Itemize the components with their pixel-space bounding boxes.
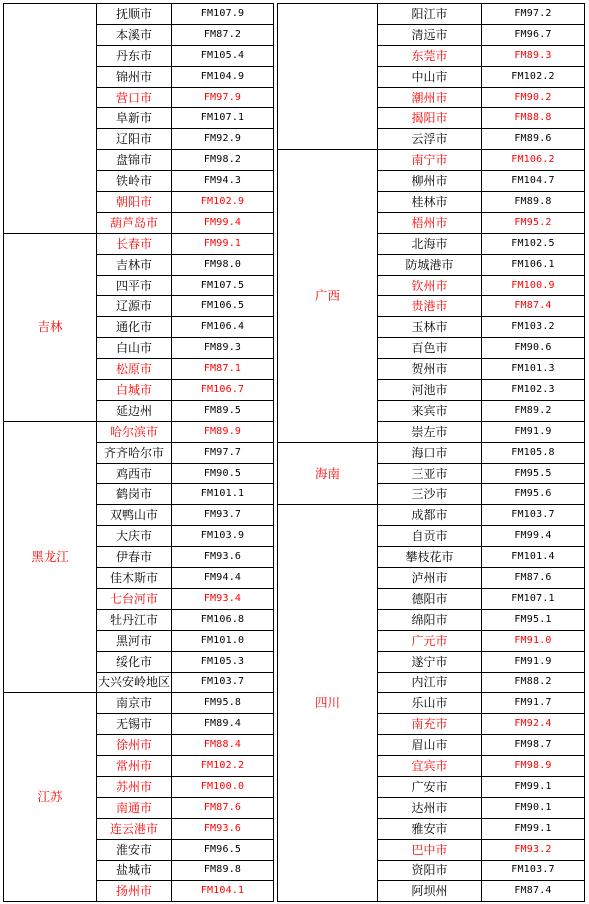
city-cell: 玉林市: [378, 317, 482, 338]
city-cell: 丹东市: [97, 45, 172, 66]
city-cell: 徐州市: [97, 735, 172, 756]
province-cell: 海南: [278, 442, 378, 505]
frequency-cell: FM99.4: [482, 526, 585, 547]
frequency-cell: FM93.7: [172, 505, 274, 526]
frequency-cell: FM102.2: [172, 756, 274, 777]
frequency-cell: FM94.4: [172, 568, 274, 589]
frequency-cell: FM97.2: [482, 4, 585, 25]
city-cell: 扬州市: [97, 881, 172, 902]
city-cell: 泸州市: [378, 568, 482, 589]
province-cell: 四川: [278, 505, 378, 902]
frequency-cell: FM103.2: [482, 317, 585, 338]
city-cell: 自贡市: [378, 526, 482, 547]
city-cell: 双鸭山市: [97, 505, 172, 526]
city-cell: 潮州市: [378, 87, 482, 108]
frequency-cell: FM103.9: [172, 526, 274, 547]
right-table-body: [278, 4, 585, 902]
city-cell: 大兴安岭地区: [97, 672, 172, 693]
province-cell: [278, 4, 378, 150]
frequency-cell: FM102.9: [172, 192, 274, 213]
frequency-cell: FM93.4: [172, 588, 274, 609]
frequency-cell: FM101.0: [172, 630, 274, 651]
frequency-cell: FM89.4: [172, 714, 274, 735]
city-cell: 三亚市: [378, 463, 482, 484]
city-cell: 乐山市: [378, 693, 482, 714]
frequency-cell: FM99.1: [482, 776, 585, 797]
frequency-cell: FM102.5: [482, 233, 585, 254]
city-cell: 广元市: [378, 630, 482, 651]
city-cell: 本溪市: [97, 24, 172, 45]
frequency-cell: FM106.5: [172, 296, 274, 317]
frequency-cell: FM89.3: [172, 338, 274, 359]
frequency-cell: FM95.5: [482, 463, 585, 484]
frequency-cell: FM89.6: [482, 129, 585, 150]
frequency-cell: FM87.6: [172, 797, 274, 818]
city-cell: 无锡市: [97, 714, 172, 735]
city-cell: 北海市: [378, 233, 482, 254]
frequency-cell: FM101.4: [482, 547, 585, 568]
frequency-cell: FM87.2: [172, 24, 274, 45]
frequency-cell: FM95.2: [482, 212, 585, 233]
city-cell: 阿坝州: [378, 881, 482, 902]
province-cell: [4, 4, 97, 234]
city-cell: 柳州市: [378, 171, 482, 192]
city-cell: 连云港市: [97, 818, 172, 839]
left-table-body: [4, 4, 274, 902]
city-cell: 梧州市: [378, 212, 482, 233]
city-cell: 钦州市: [378, 275, 482, 296]
city-cell: 黑河市: [97, 630, 172, 651]
city-cell: 铁岭市: [97, 171, 172, 192]
city-cell: 抚顺市: [97, 4, 172, 25]
frequency-cell: FM98.7: [482, 735, 585, 756]
frequency-cell: FM95.6: [482, 484, 585, 505]
frequency-cell: FM94.3: [172, 171, 274, 192]
province-cell: 吉林: [4, 233, 97, 421]
table-row: [278, 150, 585, 171]
city-cell: 伊春市: [97, 547, 172, 568]
city-cell: 葫芦岛市: [97, 212, 172, 233]
province-cell: 广西: [278, 150, 378, 442]
frequency-cell: FM99.1: [172, 233, 274, 254]
city-cell: 攀枝花市: [378, 547, 482, 568]
table-row: [4, 233, 274, 254]
city-cell: 桂林市: [378, 192, 482, 213]
frequency-cell: FM90.1: [482, 797, 585, 818]
city-cell: 鸡西市: [97, 463, 172, 484]
city-cell: 南京市: [97, 693, 172, 714]
city-cell: 眉山市: [378, 735, 482, 756]
frequency-cell: FM106.8: [172, 609, 274, 630]
table-row: [278, 442, 585, 463]
city-cell: 大庆市: [97, 526, 172, 547]
city-cell: 朝阳市: [97, 192, 172, 213]
city-cell: 盘锦市: [97, 150, 172, 171]
city-cell: 贺州市: [378, 359, 482, 380]
frequency-cell: FM102.3: [482, 380, 585, 401]
table-row: [278, 505, 585, 526]
right-frequency-table: [277, 3, 585, 902]
city-cell: 吉林市: [97, 254, 172, 275]
frequency-cell: FM99.1: [482, 818, 585, 839]
frequency-cell: FM89.5: [172, 400, 274, 421]
city-cell: 百色市: [378, 338, 482, 359]
city-cell: 绵阳市: [378, 609, 482, 630]
table-row: [4, 693, 274, 714]
city-cell: 巴中市: [378, 839, 482, 860]
city-cell: 宜宾市: [378, 756, 482, 777]
city-cell: 四平市: [97, 275, 172, 296]
frequency-cell: FM90.6: [482, 338, 585, 359]
frequency-cell: FM88.2: [482, 672, 585, 693]
frequency-cell: FM90.2: [482, 87, 585, 108]
frequency-cell: FM104.7: [482, 171, 585, 192]
city-cell: 牡丹江市: [97, 609, 172, 630]
frequency-cell: FM87.6: [482, 568, 585, 589]
city-cell: 苏州市: [97, 776, 172, 797]
frequency-cell: FM96.5: [172, 839, 274, 860]
frequency-cell: FM107.1: [482, 588, 585, 609]
frequency-cell: FM107.5: [172, 275, 274, 296]
city-cell: 资阳市: [378, 860, 482, 881]
city-cell: 白城市: [97, 380, 172, 401]
frequency-cell: FM88.4: [172, 735, 274, 756]
frequency-cell: FM97.7: [172, 442, 274, 463]
frequency-cell: FM103.7: [482, 860, 585, 881]
frequency-cell: FM98.0: [172, 254, 274, 275]
frequency-cell: FM93.6: [172, 818, 274, 839]
frequency-cell: FM104.1: [172, 881, 274, 902]
city-cell: 盐城市: [97, 860, 172, 881]
frequency-cell: FM102.2: [482, 66, 585, 87]
province-cell: 江苏: [4, 693, 97, 902]
city-cell: 河池市: [378, 380, 482, 401]
city-cell: 营口市: [97, 87, 172, 108]
frequency-cell: FM96.7: [482, 24, 585, 45]
city-cell: 达州市: [378, 797, 482, 818]
frequency-cell: FM103.7: [482, 505, 585, 526]
frequency-cell: FM101.1: [172, 484, 274, 505]
table-row: [4, 421, 274, 442]
frequency-cell: FM89.3: [482, 45, 585, 66]
city-cell: 海口市: [378, 442, 482, 463]
frequency-cell: FM93.2: [482, 839, 585, 860]
frequency-cell: FM89.8: [172, 860, 274, 881]
frequency-cell: FM90.5: [172, 463, 274, 484]
frequency-cell: FM98.2: [172, 150, 274, 171]
frequency-cell: FM95.1: [482, 609, 585, 630]
table-row: [4, 4, 274, 25]
frequency-cell: FM106.7: [172, 380, 274, 401]
left-frequency-table: [3, 3, 274, 902]
city-cell: 来宾市: [378, 400, 482, 421]
frequency-cell: FM105.3: [172, 651, 274, 672]
city-cell: 云浮市: [378, 129, 482, 150]
province-cell: 黑龙江: [4, 421, 97, 693]
city-cell: 雅安市: [378, 818, 482, 839]
table-row: [278, 4, 585, 25]
frequency-cell: FM95.8: [172, 693, 274, 714]
frequency-cell: FM92.4: [482, 714, 585, 735]
city-cell: 长春市: [97, 233, 172, 254]
city-cell: 白山市: [97, 338, 172, 359]
city-cell: 崇左市: [378, 421, 482, 442]
city-cell: 遂宁市: [378, 651, 482, 672]
frequency-cell: FM100.0: [172, 776, 274, 797]
frequency-cell: FM106.4: [172, 317, 274, 338]
frequency-cell: FM87.1: [172, 359, 274, 380]
frequency-cell: FM93.6: [172, 547, 274, 568]
frequency-cell: FM89.8: [482, 192, 585, 213]
city-cell: 延边州: [97, 400, 172, 421]
frequency-cell: FM106.1: [482, 254, 585, 275]
city-cell: 哈尔滨市: [97, 421, 172, 442]
city-cell: 七台河市: [97, 588, 172, 609]
city-cell: 清远市: [378, 24, 482, 45]
city-cell: 三沙市: [378, 484, 482, 505]
frequency-cell: FM91.9: [482, 421, 585, 442]
frequency-cell: FM99.4: [172, 212, 274, 233]
city-cell: 南宁市: [378, 150, 482, 171]
frequency-cell: FM92.9: [172, 129, 274, 150]
city-cell: 通化市: [97, 317, 172, 338]
city-cell: 广安市: [378, 776, 482, 797]
frequency-cell: FM104.9: [172, 66, 274, 87]
frequency-cell: FM105.4: [172, 45, 274, 66]
city-cell: 常州市: [97, 756, 172, 777]
city-cell: 中山市: [378, 66, 482, 87]
frequency-cell: FM87.4: [482, 296, 585, 317]
frequency-cell: FM97.9: [172, 87, 274, 108]
frequency-cell: FM106.2: [482, 150, 585, 171]
city-cell: 绥化市: [97, 651, 172, 672]
frequency-cell: FM98.9: [482, 756, 585, 777]
city-cell: 辽源市: [97, 296, 172, 317]
city-cell: 松原市: [97, 359, 172, 380]
city-cell: 淮安市: [97, 839, 172, 860]
city-cell: 内江市: [378, 672, 482, 693]
city-cell: 防城港市: [378, 254, 482, 275]
city-cell: 阳江市: [378, 4, 482, 25]
frequency-cell: FM91.7: [482, 693, 585, 714]
city-cell: 贵港市: [378, 296, 482, 317]
frequency-cell: FM91.9: [482, 651, 585, 672]
frequency-cell: FM89.9: [172, 421, 274, 442]
frequency-cell: FM87.4: [482, 881, 585, 902]
city-cell: 德阳市: [378, 588, 482, 609]
frequency-cell: FM107.1: [172, 108, 274, 129]
city-cell: 阜新市: [97, 108, 172, 129]
frequency-cell: FM105.8: [482, 442, 585, 463]
city-cell: 南充市: [378, 714, 482, 735]
city-cell: 锦州市: [97, 66, 172, 87]
frequency-cell: FM103.7: [172, 672, 274, 693]
city-cell: 鹤岗市: [97, 484, 172, 505]
city-cell: 佳木斯市: [97, 568, 172, 589]
frequency-cell: FM91.0: [482, 630, 585, 651]
frequency-cell: FM88.8: [482, 108, 585, 129]
city-cell: 辽阳市: [97, 129, 172, 150]
frequency-cell: FM101.3: [482, 359, 585, 380]
city-cell: 成都市: [378, 505, 482, 526]
frequency-cell: FM89.2: [482, 400, 585, 421]
city-cell: 南通市: [97, 797, 172, 818]
city-cell: 揭阳市: [378, 108, 482, 129]
city-cell: 东莞市: [378, 45, 482, 66]
frequency-cell: FM107.9: [172, 4, 274, 25]
frequency-cell: FM100.9: [482, 275, 585, 296]
city-cell: 齐齐哈尔市: [97, 442, 172, 463]
